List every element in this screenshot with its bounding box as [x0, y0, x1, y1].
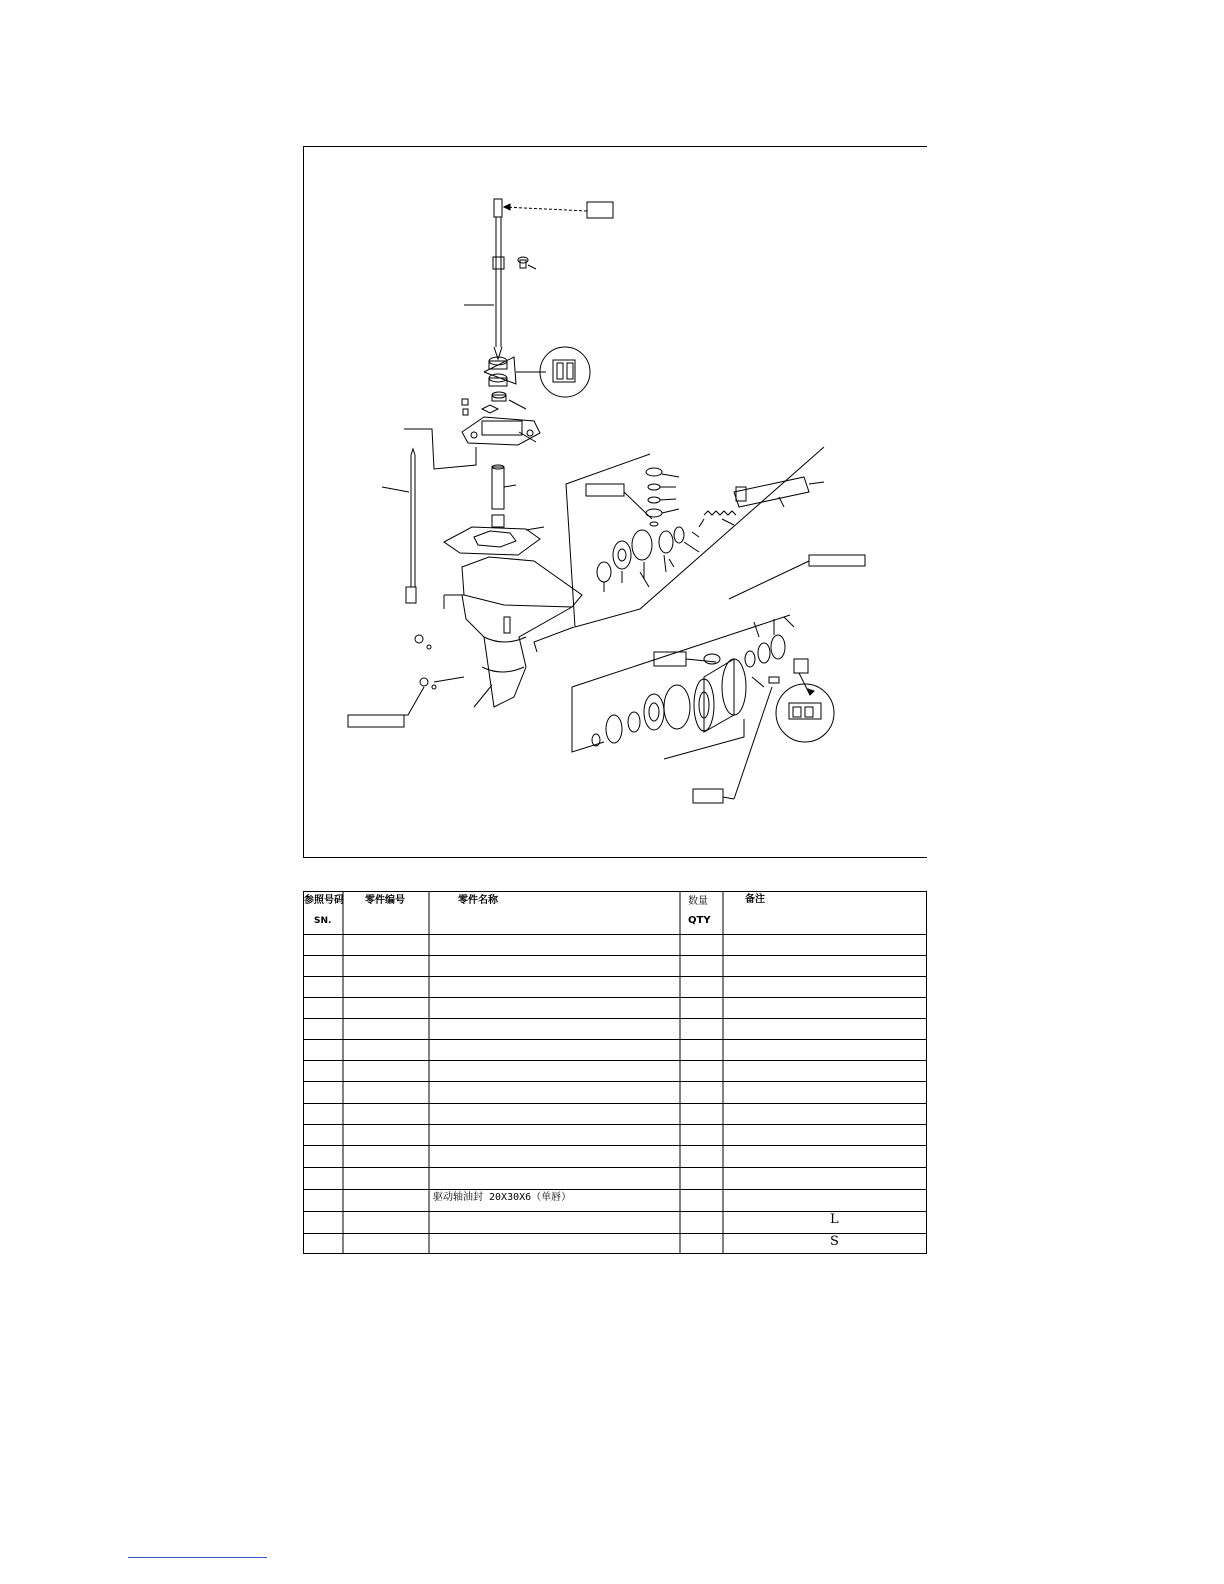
- parts-list-table: [303, 891, 927, 1254]
- header-qty-cn: 数量: [688, 896, 708, 907]
- drain-screws: [348, 635, 464, 715]
- propeller-shaft: [734, 477, 824, 507]
- rear-boundary: [572, 615, 790, 759]
- row-15-remark: S: [830, 1234, 839, 1249]
- spring-pin: [704, 511, 736, 525]
- callout-box-bottom-left: [348, 715, 404, 727]
- shaft-clip: [518, 257, 536, 269]
- gasket: [444, 527, 544, 555]
- header-remark: 备注: [745, 894, 765, 905]
- assembly-boundary: [534, 447, 824, 652]
- carrier-detail-circle: [776, 659, 834, 742]
- leader-lines: [640, 519, 704, 587]
- drive-shaft: [464, 199, 504, 359]
- header-ref-en: SN.: [314, 916, 332, 926]
- callout-box-mid: [586, 484, 652, 519]
- header-ref-cn: 参照号码: [304, 895, 344, 906]
- callout-box-top: [504, 202, 613, 218]
- callout-box-lower-mid: [654, 652, 716, 666]
- seal-detail-circle: [540, 347, 590, 397]
- pump-housing: [404, 399, 540, 469]
- forward-gear-group: [597, 468, 699, 592]
- header-part-name: 零件名称: [458, 895, 498, 906]
- seal-stack: [484, 357, 546, 409]
- row-14-remark: L: [830, 1212, 839, 1227]
- drive-tube: [492, 465, 516, 527]
- footer-link-underline[interactable]: [128, 1557, 267, 1558]
- callout-box-bottom: [693, 687, 772, 803]
- callout-box-right: [729, 555, 865, 599]
- header-part-no: 零件编号: [365, 895, 405, 906]
- header-qty-en: QTY: [688, 915, 711, 926]
- row-13-part-name: 驱动轴油封 20X30X6（单唇）: [433, 1192, 572, 1203]
- bearing-carrier: [592, 617, 794, 746]
- exploded-view-diagram: [303, 146, 927, 858]
- table-grid: [303, 891, 927, 1254]
- shift-rod: [382, 449, 416, 603]
